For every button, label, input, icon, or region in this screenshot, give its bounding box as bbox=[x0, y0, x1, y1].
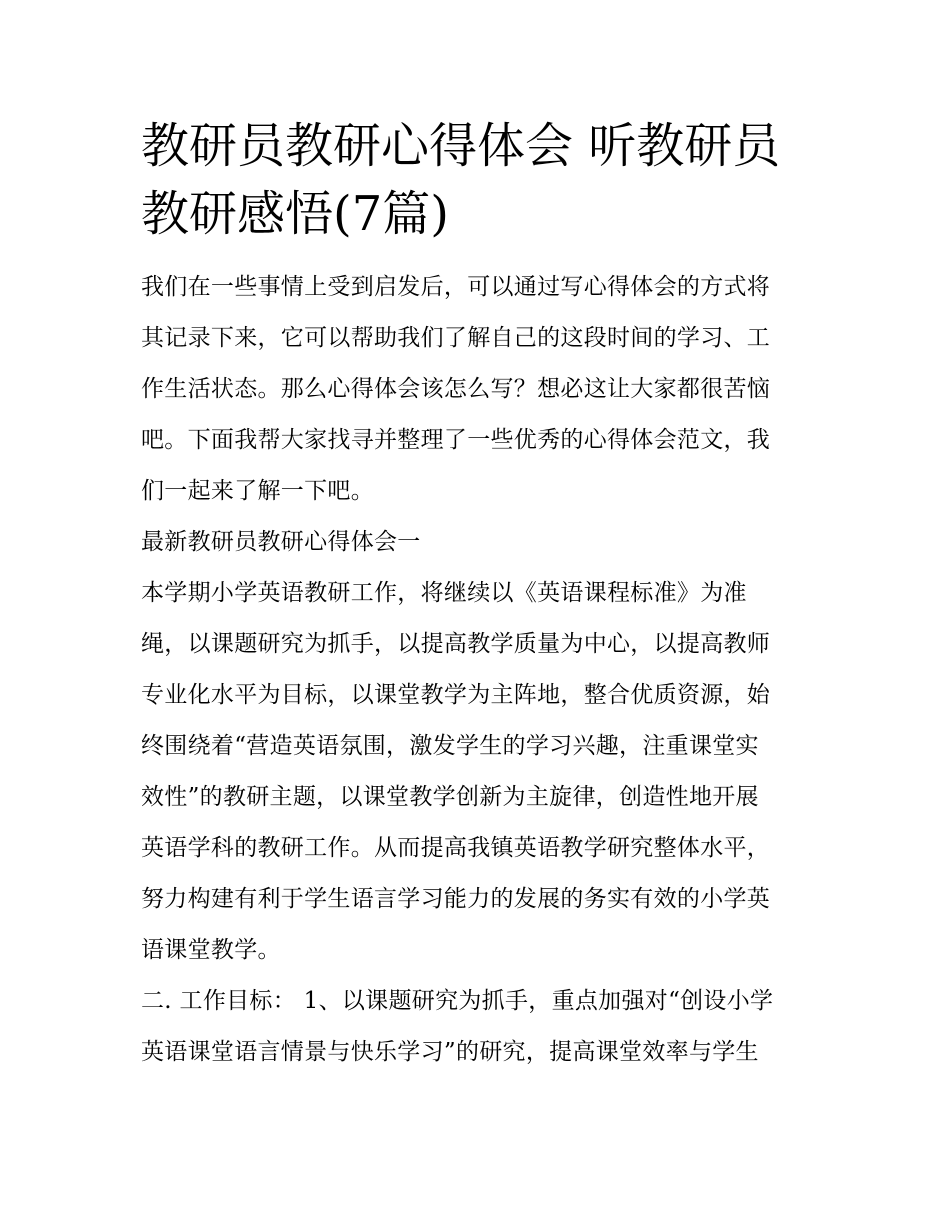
body-line: 英语课堂语言情景与快乐学习”的研究，提高课堂效率与学生 bbox=[141, 1039, 759, 1065]
body-line: 效性”的教研主题，以课堂教学创新为主旋律，创造性地开展 bbox=[141, 784, 759, 810]
body-line: 二. 工作目标： 1、以课题研究为抓手，重点加强对“创设小学 bbox=[141, 988, 774, 1014]
document-title bbox=[141, 112, 813, 248]
body-line: 本学期小学英语教研工作，将继续以《英语课程标准》为准 bbox=[141, 580, 747, 606]
body-line: 专业化水平为目标，以课堂教学为主阵地，整合优质资源，始 bbox=[141, 682, 771, 708]
body-line: 努力构建有利于学生语言学习能力的发展的务实有效的小学英 bbox=[141, 886, 771, 912]
body-line: 作生活状态。那么心得体会该怎么写？想必这让大家都很苦恼 bbox=[141, 376, 771, 402]
body-line: 我们在一些事情上受到启发后，可以通过写心得体会的方式将 bbox=[141, 274, 771, 300]
body-line: 终围绕着“营造英语氛围，激发学生的学习兴趣，注重课堂实 bbox=[141, 733, 759, 759]
body-line: 其记录下来，它可以帮助我们了解自己的这段时间的学习、工 bbox=[141, 325, 771, 351]
section-heading: 最新教研员教研心得体会一 bbox=[141, 529, 421, 555]
body-line: 们一起来了解一下吧。 bbox=[141, 478, 374, 504]
body-line: 语课堂教学。 bbox=[141, 937, 281, 963]
body-line: 吧。下面我帮大家找寻并整理了一些优秀的心得体会范文，我 bbox=[141, 427, 771, 453]
title-line-2: 教研感悟(7篇) bbox=[141, 186, 449, 242]
document-page bbox=[141, 112, 813, 1078]
body-line: 英语学科的教研工作。从而提高我镇英语教学研究整体水平， bbox=[141, 835, 771, 861]
body-line: 绳，以课题研究为抓手，以提高教学质量为中心，以提高教师 bbox=[141, 631, 771, 657]
document-body bbox=[141, 262, 813, 1078]
title-line-1: 教研员教研心得体会 听教研员 bbox=[141, 118, 781, 174]
